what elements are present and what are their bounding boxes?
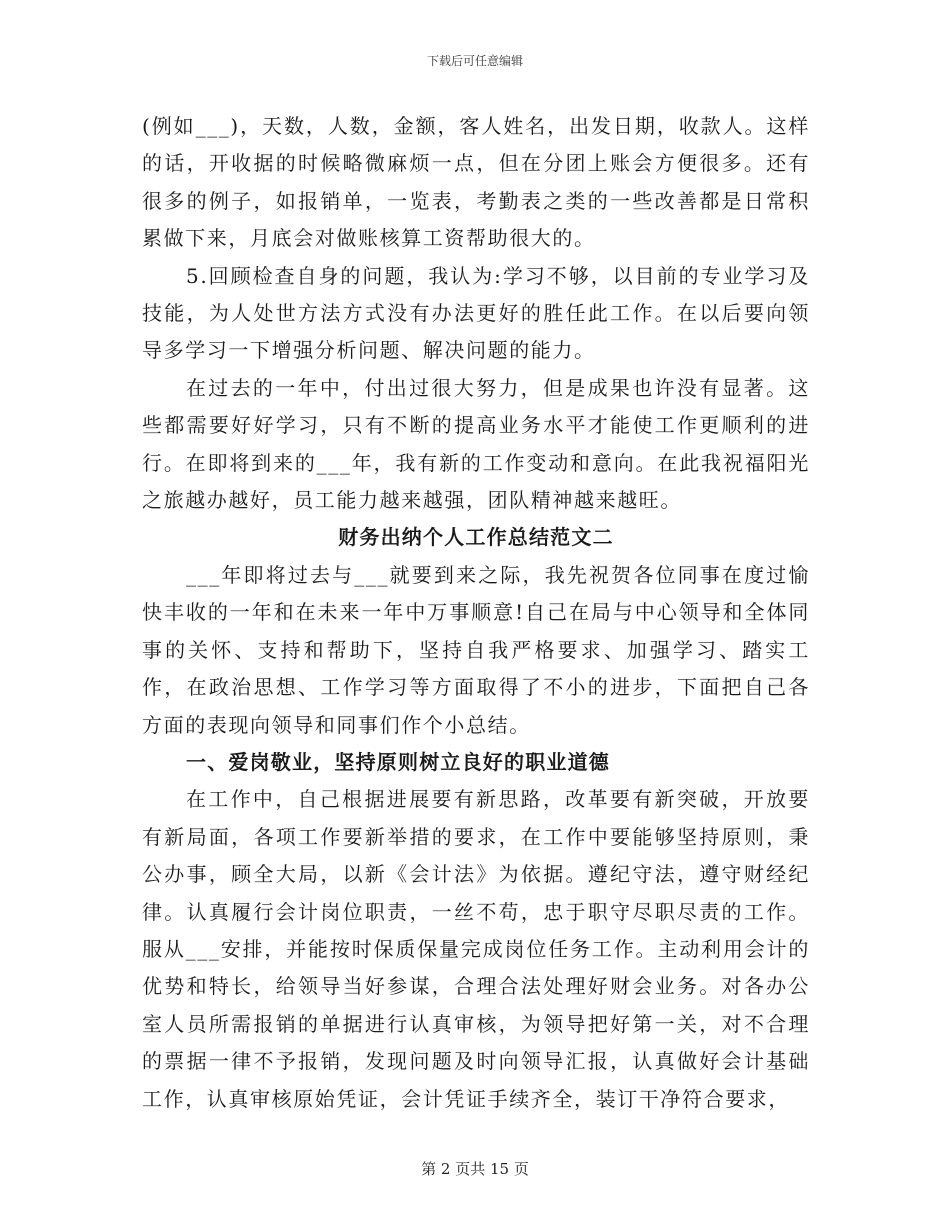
page-header: 下载后可任意编辑 <box>426 54 523 68</box>
paragraph-intro: ___年即将过去与___就要到来之际，我先祝贺各位同事在度过愉快丰收的一年和在未来一年中万事顺意!自己在局与中心领导和全体同事的关怀、支持和帮助下，坚持自我严格要求、加强学习、踏实工作，在政治思想、工作学习等方面取得了不小的进步，下面把自己各方面的表现向领导和同事们作个小总结。 <box>142 562 810 737</box>
section-heading: 一、爱岗敬业，坚持原则树立良好的职业道德 <box>186 749 610 774</box>
paragraph-closing: 在过去的一年中，付出过很大努力，但是成果也许没有显著。这些都需要好好学习，只有不断的提高业务水平才能使工作更顺利的进行。在即将到来的___年，我有新的工作变动和意向。在此我祝福阳光之旅越办越好，员工能力越来越强，团队精神越来越旺。 <box>142 375 810 513</box>
paragraph-section-body: 在工作中，自己根据进展要有新思路，改革要有新突破，开放要有新局面，各项工作要新举措的要求，在工作中要能够坚持原则，秉公办事，顾全大局，以新《会计法》为依据。遵纪守法，遵守财经纪律。认真履行会计岗位职责，一丝不苟，忠于职守尽职尽责的工作。服从___安排，并能按时保质保量完成岗位任务工作。主动利用会计的优势和特长，给领导当好参谋，合理合法处理好财会业务。对各办公室人员所需报销的单据进行认真审核，为领导把好第一关，对不合理的票据一律不予报销，发现问题及时向领导汇报，认真做好会计基础工作，认真审核原始凭证，会计凭证手续齐全，装订干净符合要求， <box>142 787 810 1111</box>
document-body <box>142 108 810 1118</box>
paragraph-item-5: 5.回顾检查自身的问题，我认为:学习不够，以目前的专业学习及技能，为人处世方法方式没有办法更好的胜任此工作。在以后要向领导多学习一下增强分析问题、解决问题的能力。 <box>142 263 810 363</box>
document-title: 财务出纳个人工作总结范文二 <box>338 525 614 550</box>
page-number: 第 2 页共 15 页 <box>421 1160 529 1178</box>
paragraph-continued: (例如___)，天数，人数，金额，客人姓名，出发日期，收款人。这样的话，开收据的时候略微麻烦一点，但在分团上账会方便很多。还有很多的例子，如报销单，一览表，考勤表之类的一些改善都是日常积累做下来，月底会对做账核算工资帮助很大的。 <box>142 114 810 251</box>
